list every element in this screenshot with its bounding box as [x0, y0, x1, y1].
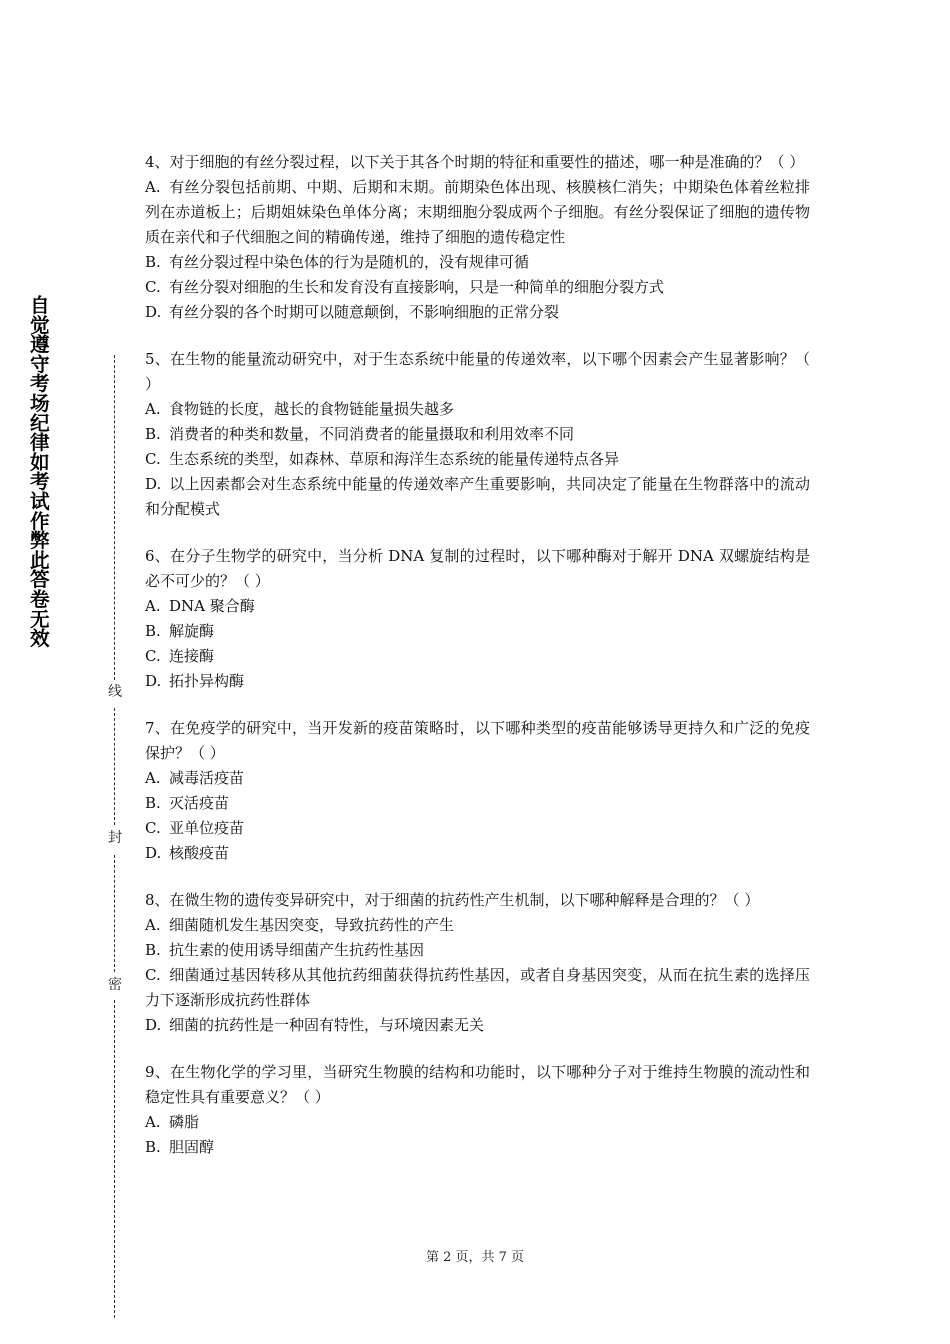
- question-stem: 4、对于细胞的有丝分裂过程，以下关于其各个时期的特征和重要性的描述，哪一种是准确的？（ ）: [145, 153, 805, 171]
- option-letter: C.: [145, 819, 161, 837]
- option-letter: A.: [145, 916, 161, 934]
- option-letter: A.: [145, 178, 161, 196]
- option-letter: A.: [145, 769, 161, 787]
- exam-discipline-warning: 自觉遵守考场纪律如考试作弊此答卷无效: [30, 294, 50, 651]
- option-text: 亚单位疫苗: [169, 819, 245, 837]
- option-letter: C.: [145, 450, 161, 468]
- option-text: 胆固醇: [169, 1138, 215, 1156]
- question-stem: 5、在生物的能量流动研究中，对于生态系统中能量的传递效率，以下哪个因素会产生显著影响？（ ）: [145, 350, 810, 393]
- option-a: [145, 594, 810, 619]
- question-6: [145, 544, 810, 694]
- option-letter: C.: [145, 278, 161, 296]
- option-a: [145, 913, 810, 938]
- option-c: [145, 275, 810, 300]
- option-text: 有丝分裂的各个时期可以随意颠倒，不影响细胞的正常分裂: [169, 303, 560, 321]
- option-letter: C.: [145, 966, 161, 984]
- option-letter: A.: [145, 1113, 161, 1131]
- option-text: 有丝分裂过程中染色体的行为是随机的，没有规律可循: [169, 253, 530, 271]
- option-letter: D.: [145, 303, 162, 321]
- option-d: [145, 1013, 810, 1038]
- option-c: [145, 816, 810, 841]
- option-letter: B.: [145, 1138, 161, 1156]
- question-4: [145, 150, 810, 325]
- option-text: 细菌的抗药性是一种固有特性，与环境因素无关: [169, 1016, 485, 1034]
- option-letter: B.: [145, 794, 161, 812]
- option-text: 细菌随机发生基因突变，导致抗药性的产生: [169, 916, 455, 934]
- option-letter: B.: [145, 941, 161, 959]
- question-stem: 6、在分子生物学的研究中，当分析 DNA 复制的过程时，以下哪种酶对于解开 DNA 双螺旋结构是必不可少的？（ ）: [145, 547, 810, 590]
- question-5: [145, 347, 810, 522]
- option-text: 解旋酶: [169, 622, 215, 640]
- option-d: [145, 472, 810, 522]
- option-b: [145, 422, 810, 447]
- option-c: [145, 447, 810, 472]
- binding-line-dashed: [114, 355, 115, 680]
- binding-line-dashed: [114, 1000, 115, 1318]
- option-text: 连接酶: [169, 647, 215, 665]
- option-a: [145, 766, 810, 791]
- option-text: 有丝分裂包括前期、中期、后期和末期。前期染色体出现、核膜核仁消失；中期染色体着丝粒排列在赤道板上；后期姐妹染色单体分离；末期细胞分裂成两个子细胞。有丝分裂保证了细胞的遗传物质在亲代和子代细胞之间的精确传递，维持了细胞的遗传稳定性: [145, 178, 810, 246]
- option-text: 食物链的长度，越长的食物链能量损失越多: [169, 400, 455, 418]
- seal-label-feng: 封: [108, 830, 122, 846]
- option-text: 灭活疫苗: [169, 794, 230, 812]
- option-letter: D.: [145, 672, 162, 690]
- option-text: DNA 聚合酶: [169, 597, 255, 615]
- option-text: 生态系统的类型，如森林、草原和海洋生态系统的能量传递特点各异: [169, 450, 620, 468]
- option-b: [145, 938, 810, 963]
- question-list: [145, 150, 810, 1182]
- option-b: [145, 791, 810, 816]
- option-d: [145, 669, 810, 694]
- option-letter: B.: [145, 425, 161, 443]
- option-letter: A.: [145, 597, 161, 615]
- option-b: [145, 250, 810, 275]
- option-d: [145, 841, 810, 866]
- option-letter: B.: [145, 622, 161, 640]
- binding-line-dashed: [114, 708, 115, 825]
- option-text: 细菌通过基因转移从其他抗药细菌获得抗药性基因，或者自身基因突变，从而在抗生素的选择压力下逐渐形成抗药性群体: [145, 966, 810, 1009]
- seal-label-mi: 密: [108, 977, 122, 993]
- question-stem: 8、在微生物的遗传变异研究中，对于细菌的抗药性产生机制，以下哪种解释是合理的？（ ）: [145, 891, 760, 909]
- option-text: 减毒活疫苗: [169, 769, 245, 787]
- option-c: [145, 644, 810, 669]
- option-a: [145, 175, 810, 250]
- option-letter: D.: [145, 844, 162, 862]
- option-a: [145, 1110, 810, 1135]
- option-c: [145, 963, 810, 1013]
- option-letter: D.: [145, 1016, 162, 1034]
- option-text: 拓扑异构酶: [169, 672, 245, 690]
- option-text: 抗生素的使用诱导细菌产生抗药性基因: [169, 941, 425, 959]
- option-d: [145, 300, 810, 325]
- question-9: [145, 1060, 810, 1160]
- page-number: 第 2 页，共 7 页: [425, 1250, 525, 1265]
- option-b: [145, 1135, 810, 1160]
- question-7: [145, 716, 810, 866]
- question-8: [145, 888, 810, 1038]
- option-text: 有丝分裂对细胞的生长和发育没有直接影响，只是一种简单的细胞分裂方式: [169, 278, 665, 296]
- question-stem: 9、在生物化学的学习里，当研究生物膜的结构和功能时，以下哪种分子对于维持生物膜的流动性和稳定性具有重要意义？（ ）: [145, 1063, 810, 1106]
- option-letter: C.: [145, 647, 161, 665]
- question-stem: 7、在免疫学的研究中，当开发新的疫苗策略时，以下哪种类型的疫苗能够诱导更持久和广泛的免疫保护？（ ）: [145, 719, 810, 762]
- option-a: [145, 397, 810, 422]
- seal-label-xian: 线: [108, 684, 122, 700]
- option-text: 磷脂: [169, 1113, 200, 1131]
- option-text: 消费者的种类和数量，不同消费者的能量摄取和利用效率不同: [169, 425, 575, 443]
- option-text: 核酸疫苗: [169, 844, 230, 862]
- option-letter: D.: [145, 475, 162, 493]
- option-letter: A.: [145, 400, 161, 418]
- option-b: [145, 619, 810, 644]
- binding-line-dashed: [114, 855, 115, 972]
- option-letter: B.: [145, 253, 161, 271]
- option-text: 以上因素都会对生态系统中能量的传递效率产生重要影响，共同决定了能量在生物群落中的流动和分配模式: [145, 475, 810, 518]
